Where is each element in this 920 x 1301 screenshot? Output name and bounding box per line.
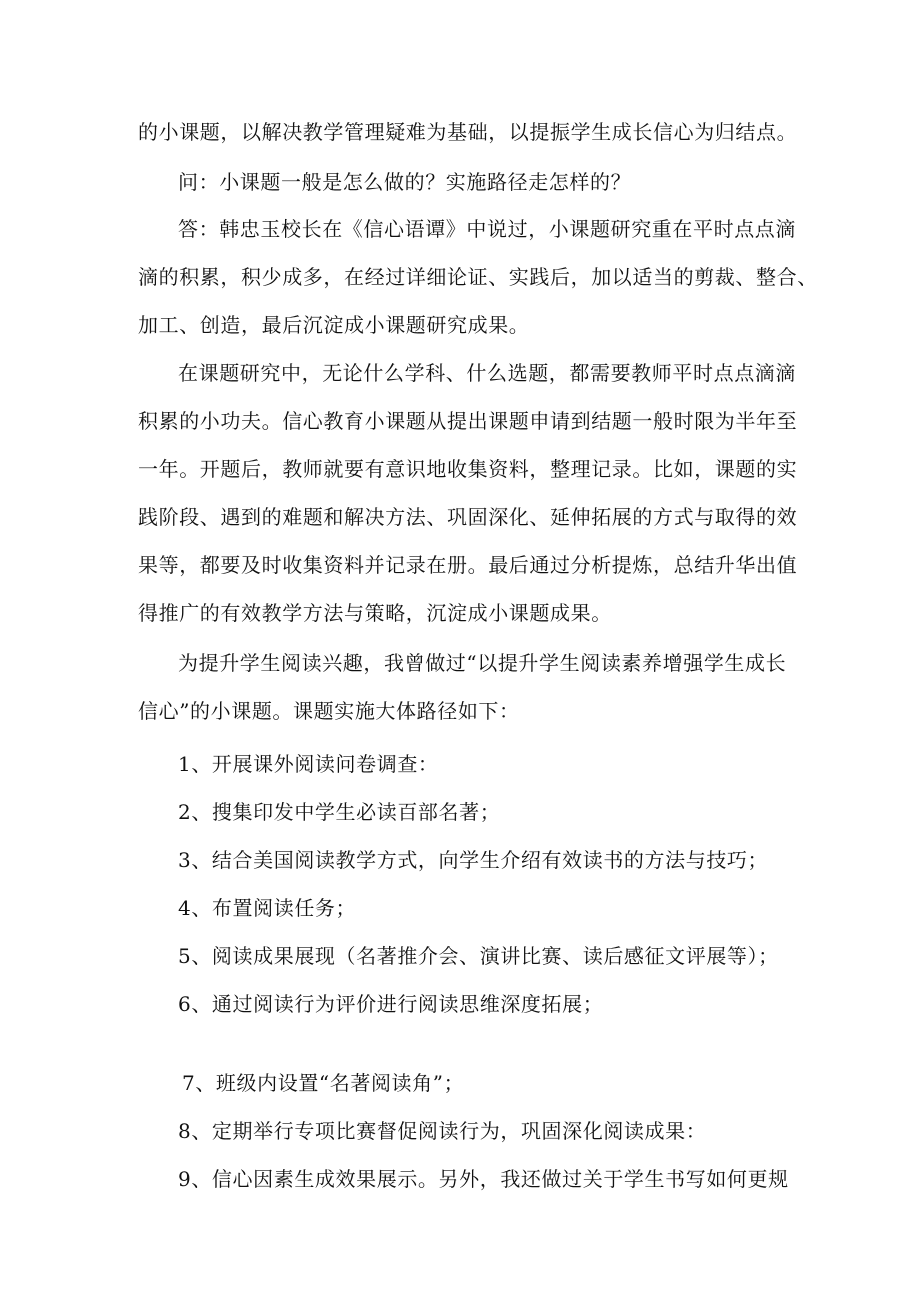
step-item: 1、开展课外阅读问卷调查： (178, 752, 439, 776)
research-paragraph-line: 积累的小功夫。信心教育小课题从提出课题申请到结题一般时限为半年至 (138, 409, 798, 433)
reading-paragraph-line: 信心”的小课题。课题实施大体路径如下： (138, 699, 520, 723)
step-item: 5、阅读成果展现（名著推介会、演讲比赛、读后感征文评展等）； (178, 944, 779, 968)
research-paragraph-line: 得推广的有效教学方法与策略，沉淀成小课题成果。 (138, 601, 612, 625)
step-item: 3、结合美国阅读教学方式，向学生介绍有效读书的方法与技巧； (178, 848, 769, 872)
step-item: 8、定期举行专项比赛督促阅读行为，巩固深化阅读成果： (178, 1119, 707, 1143)
step-item: 6、通过阅读行为评价进行阅读思维深度拓展； (178, 992, 604, 1016)
answer-line: 加工、创造，最后沉淀成小课题研究成果。 (138, 313, 530, 337)
reading-paragraph-line: 为提升学生阅读兴趣，我曾做过“以提升学生阅读素养增强学生成长 (178, 651, 787, 675)
step-item: 2、搜集印发中学生必读百部名著； (178, 800, 501, 824)
research-paragraph-line: 一年。开题后，教师就要有意识地收集资料，整理记录。比如，课题的实 (138, 457, 798, 481)
step-item: 4、布置阅读任务； (178, 896, 357, 920)
research-paragraph-line: 践阶段、遇到的难题和解决方法、巩固深化、延伸拓展的方式与取得的效 (138, 505, 798, 529)
paragraph-intro-tail: 的小课题，以解决教学管理疑难为基础，以提振学生成长信心为归结点。 (138, 120, 798, 144)
answer-line: 答：韩忠玉校长在《信心语谭》中说过，小课题研究重在平时点点滴 (178, 217, 796, 241)
answer-line: 滴的积累，积少成多，在经过详细论证、实践后，加以适当的剪裁、整合、 (138, 265, 818, 289)
research-paragraph-line: 果等，都要及时收集资料并记录在册。最后通过分析提炼，总结升华出值 (138, 553, 798, 577)
question-text: 问：小课题一般是怎么做的？实施路径走怎样的？ (178, 170, 632, 194)
research-paragraph-line: 在课题研究中，无论什么学科、什么选题，都需要教师平时点点滴滴 (178, 361, 796, 385)
step-item: 9、信心因素生成效果展示。另外，我还做过关于学生书写如何更规 (178, 1167, 789, 1191)
step-item: 7、班级内设置“名著阅读角”； (182, 1071, 465, 1095)
